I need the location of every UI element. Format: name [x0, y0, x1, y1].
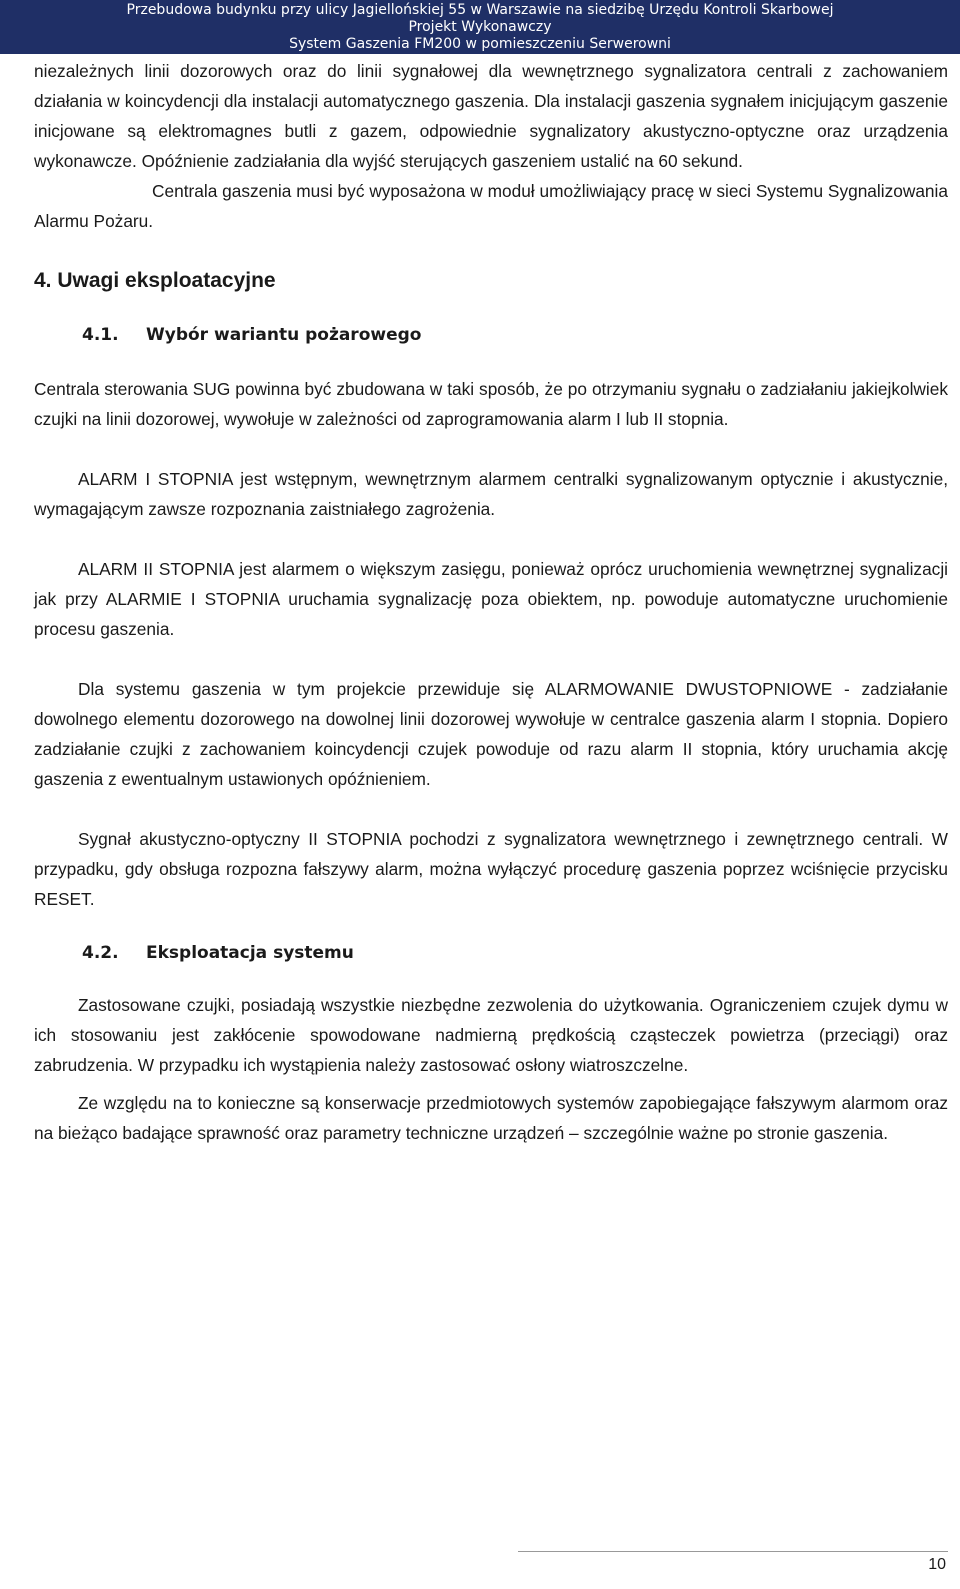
- section-4-2-paragraph-1: Zastosowane czujki, posiadają wszystkie niezbędne zezwolenia do użytkowania. Ograniczeniem czujek dymu w ich stosowaniu jest zakłócenie spowodowane nadmierną prędkością cząsteczek powietrza (przeciągi) oraz zabrudzenia. W przypadku ich wystąpienia należy zastosować osłony wiatroszczelne.: [34, 995, 948, 1075]
- section-4-2-number: 4.2.: [82, 943, 119, 963]
- intro-paragraph-1: niezależnych linii dozorowych oraz do linii sygnałowej dla wewnętrznego sygnalizatora centrali z zachowaniem działania w koincydencji dla instalacji automatycznego gaszenia. Dla instalacji gaszenia sygnałem inicjującym gaszenie inicjowane są elektromagnes butli z gazem, odpowiednie sygnalizatory akustyczno-optyczne oraz urządzenia wykonawcze. Opóźnienie zadziałania dla wyjść sterujących gaszeniem ustalić na 60 sekund.: [34, 61, 948, 171]
- intro-paragraph-2: Centrala gaszenia musi być wyposażona w moduł umożliwiający pracę w sieci Systemu Sygnalizowania Alarmu Pożaru.: [34, 181, 948, 231]
- header-system-name: System Gaszenia FM200 w pomieszczeniu Serwerowni: [289, 36, 671, 52]
- section-4-2-paragraph-2: Ze względu na to konieczne są konserwacje przedmiotowych systemów zapobiegające fałszywym alarmom oraz na bieżąco badające sprawność oraz parametry techniczne urządzeń – szczególnie ważne po stronie gaszenia.: [34, 1093, 948, 1143]
- document-header: [0, 0, 960, 54]
- section-4-1-title: Wybór wariantu pożarowego: [146, 325, 422, 345]
- document-body: [34, 56, 948, 1148]
- header-project-title: Przebudowa budynku przy ulicy Jagiellońskiej 55 w Warszawie na siedzibę Urzędu Kontroli Skarbowej: [126, 2, 834, 18]
- section-4-1-paragraph-1: Centrala sterowania SUG powinna być zbudowana w taki sposób, że po otrzymaniu sygnału o zadziałaniu jakiejkolwiek czujki na linii dozorowej, wywołuje w zależności od zaprogramowania alarm I lub II stopnia.: [34, 379, 948, 429]
- section-4-1-paragraph-3: ALARM II STOPNIA jest alarmem o większym zasięgu, ponieważ oprócz uruchomienia wewnętrznej sygnalizacji jak przy ALARMIE I STOPNIA uruchamia sygnalizację poza obiektem, np. powoduje automatyczne uruchomienie procesu gaszenia.: [34, 559, 948, 639]
- section-4-2-title: Eksploatacja systemu: [146, 943, 354, 963]
- section-4-2-heading: [34, 938, 948, 968]
- section-4-1-paragraph-5: Sygnał akustyczno-optyczny II STOPNIA pochodzi z sygnalizatora wewnętrznego i zewnętrznego centrali. W przypadku, gdy obsługa rozpozna fałszywy alarm, można wyłączyć procedurę gaszenia poprzez wciśnięcie przycisku RESET.: [34, 829, 948, 909]
- footer-divider: [518, 1551, 948, 1552]
- section-4-1-number: 4.1.: [82, 325, 119, 345]
- section-4-1-paragraph-2: ALARM I STOPNIA jest wstępnym, wewnętrznym alarmem centralki sygnalizowanym optycznie i akustycznie, wymagającym zawsze rozpoznania zaistniałego zagrożenia.: [34, 469, 948, 519]
- header-project-type: Projekt Wykonawczy: [408, 19, 552, 35]
- page-number: 10: [928, 1556, 946, 1573]
- section-4-heading: 4. Uwagi eksploatacyjne: [34, 269, 276, 292]
- section-4-1-heading: [34, 320, 948, 350]
- section-4-1-paragraph-4: Dla systemu gaszenia w tym projekcie przewiduje się ALARMOWANIE DWUSTOPNIOWE - zadziałanie dowolnego elementu dozorowego na dowolnej linii dozorowej wywołuje w centralce gaszenia alarm I stopnia. Dopiero zadziałanie czujki z zachowaniem koincydencji czujek powoduje od razu alarm II stopnia, który uruchamia akcję gaszenia z ewentualnym ustawionych opóźnieniem.: [34, 679, 948, 789]
